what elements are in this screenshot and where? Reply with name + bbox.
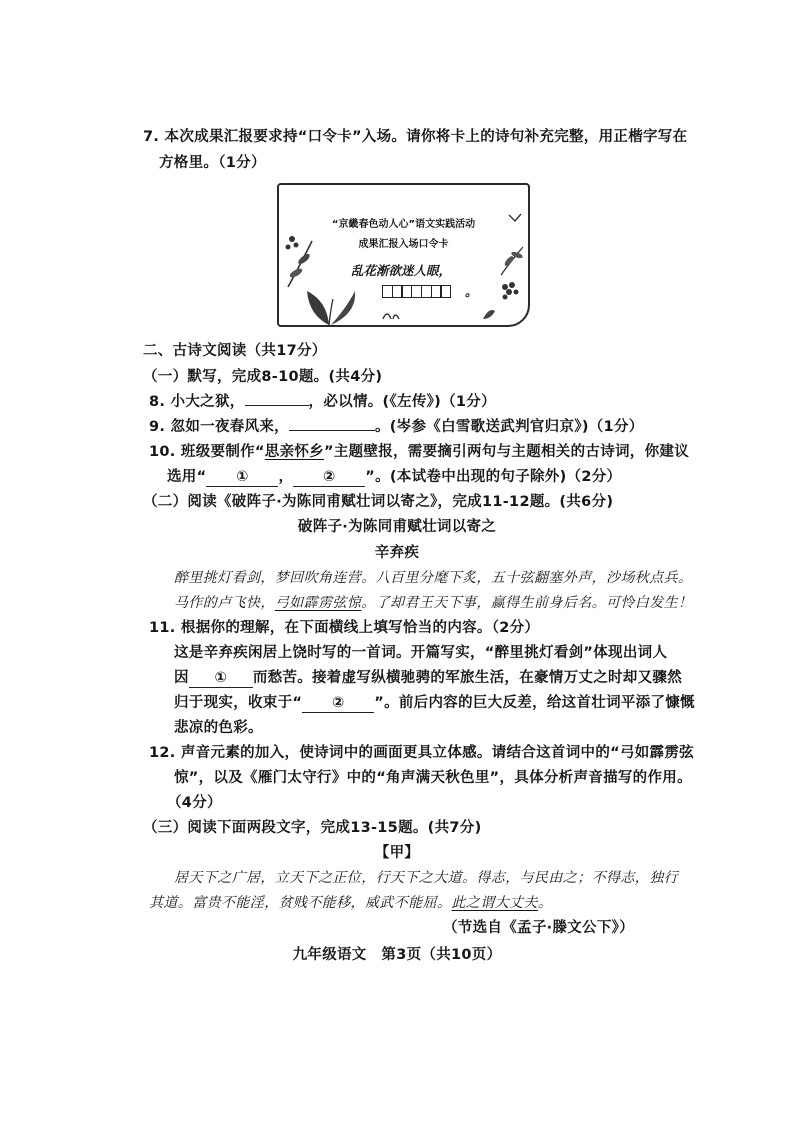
card-title: “京畿春色动人心”语文实践活动	[331, 219, 476, 230]
section2-heading: 二、古诗文阅读（共17分）	[143, 343, 327, 359]
q12-line-2: 惊”，以及《雁门太守行》中的“角声满天秋色里”，具体分析声音描写的作用。	[174, 770, 692, 786]
poem-line-2-a: 马作的卢飞快，	[174, 595, 275, 611]
q11-line-2: 这是辛弃疾闲居上饶时写的一首词。开篇写实，“醉里挑灯看剑”体现出词人	[174, 645, 668, 661]
q8-line	[149, 392, 496, 412]
q8-blank[interactable]	[245, 405, 309, 406]
passage-label: 【甲】	[374, 845, 420, 861]
poem-title: 破阵子·为陈同甫赋壮词以寄之	[297, 519, 497, 535]
card-poem: 乱花渐欲迷人眼，	[351, 263, 452, 278]
q10-blank-2[interactable]: ②	[293, 468, 365, 487]
card-end-mark: 。	[465, 284, 478, 299]
page-footer: 九年级语文 第3页（共10页）	[292, 947, 502, 963]
q8-text-b: ，必以情。(《左传》)（1分）	[308, 394, 496, 410]
q12-line-1: 12. 声音元素的加入，使诗词中的画面更具立体感。请结合这首词中的“弓如霹雳弦	[149, 745, 694, 761]
q11-text-a: 因	[174, 670, 189, 686]
q10-text-b: ”主题壁报，需要摘引两句与主题相关的古诗词，你建议	[323, 444, 689, 460]
q10-text-d: ”。(本试卷中出现的句子除外)（2分）	[365, 469, 622, 485]
q11-line-1: 11. 根据你的理解，在下面横线上填写恰当的内容。（2分）	[149, 620, 540, 636]
passage-line-2-b: 。	[537, 895, 553, 911]
q10-blank-1[interactable]: ①	[206, 468, 278, 487]
passage-line-2	[149, 893, 552, 913]
grid-cell[interactable]	[440, 285, 451, 298]
poem-line-2-b: 。了却君王天下事，赢得生前身后名。可怜白发生！	[361, 595, 693, 611]
q10-line-2	[167, 467, 621, 487]
leaf-branch-icon	[497, 243, 527, 277]
q10-line-1	[149, 442, 689, 462]
part1-heading: （一）默写，完成8-10题。(共4分)	[143, 369, 383, 385]
q10-theme: 思亲怀乡	[264, 444, 324, 460]
poem-line-2	[174, 593, 692, 613]
part2-heading: （二）阅读《破阵子·为陈同甫赋壮词以寄之》，完成11-12题。(共6分)	[143, 494, 614, 510]
q9-line	[149, 417, 644, 437]
answer-grid[interactable]	[382, 285, 450, 298]
q11-blank-2[interactable]: ②	[302, 694, 374, 713]
q11-blank-1[interactable]: ①	[189, 669, 253, 688]
q11-line-4	[174, 693, 695, 713]
q11-text-d: ”。前后内容的巨大反差，给这首壮词平添了慷慨	[374, 695, 695, 711]
q11-line-5: 悲凉的色彩。	[174, 720, 263, 736]
q11-text-c: 归于现实，收束于“	[174, 695, 303, 711]
password-card	[277, 183, 530, 327]
q9-text-b: 。(岑参《白雪歌送武判官归京》)（1分）	[374, 419, 644, 435]
passage-line-1: 居天下之广居，立天下之正位，行天下之大道。得志，与民由之；不得志，独行	[174, 870, 678, 886]
q12-line-3: （4分）	[167, 795, 222, 811]
q8-text-a: 8. 小大之狱，	[149, 394, 245, 410]
petal-icon	[479, 305, 499, 321]
bird-icon	[507, 211, 523, 225]
passage-source: （节选自《孟子·滕文公下》）	[443, 920, 634, 936]
q9-text-a: 9. 忽如一夜春风来，	[149, 419, 289, 435]
q7-line-1: 7. 本次成果汇报要求持“口令卡”入场。请你将卡上的诗句补充完整，用正楷字写在	[143, 129, 688, 145]
q11-line-3	[174, 668, 682, 688]
grass-icon	[379, 305, 419, 321]
card-subtitle: 成果汇报入场口令卡	[358, 239, 449, 250]
poem-line-1: 醉里挑灯看剑，梦回吹角连营。八百里分麾下炙，五十弦翻塞外声，沙场秋点兵。	[174, 570, 693, 586]
q9-blank[interactable]	[289, 430, 375, 431]
leaves-icon	[299, 285, 359, 327]
q10-text-c: 选用“	[167, 469, 207, 485]
part3-heading: （三）阅读下面两段文字，完成13-15题。(共7分)	[143, 820, 482, 836]
q7-line-2: 方格里。（1分）	[159, 155, 266, 171]
q11-text-b: 而愁苦。接着虚写纵横驰骋的军旅生活，在豪情万丈之时却又骤然	[252, 670, 683, 686]
q10-text-a: 10. 班级要制作“	[149, 444, 265, 460]
passage-underlined-phrase: 此之谓大丈夫	[451, 895, 538, 911]
flower-branch-icon	[282, 229, 322, 289]
flower-cluster-icon	[497, 279, 523, 303]
passage-line-2-a: 其道。富贵不能淫，贫贱不能移，威武不能屈。	[149, 895, 452, 911]
q10-separator: ，	[278, 469, 294, 485]
poem-underlined-phrase: 弓如霹雳弦惊	[274, 595, 362, 611]
poem-author: 辛弃疾	[374, 545, 420, 561]
